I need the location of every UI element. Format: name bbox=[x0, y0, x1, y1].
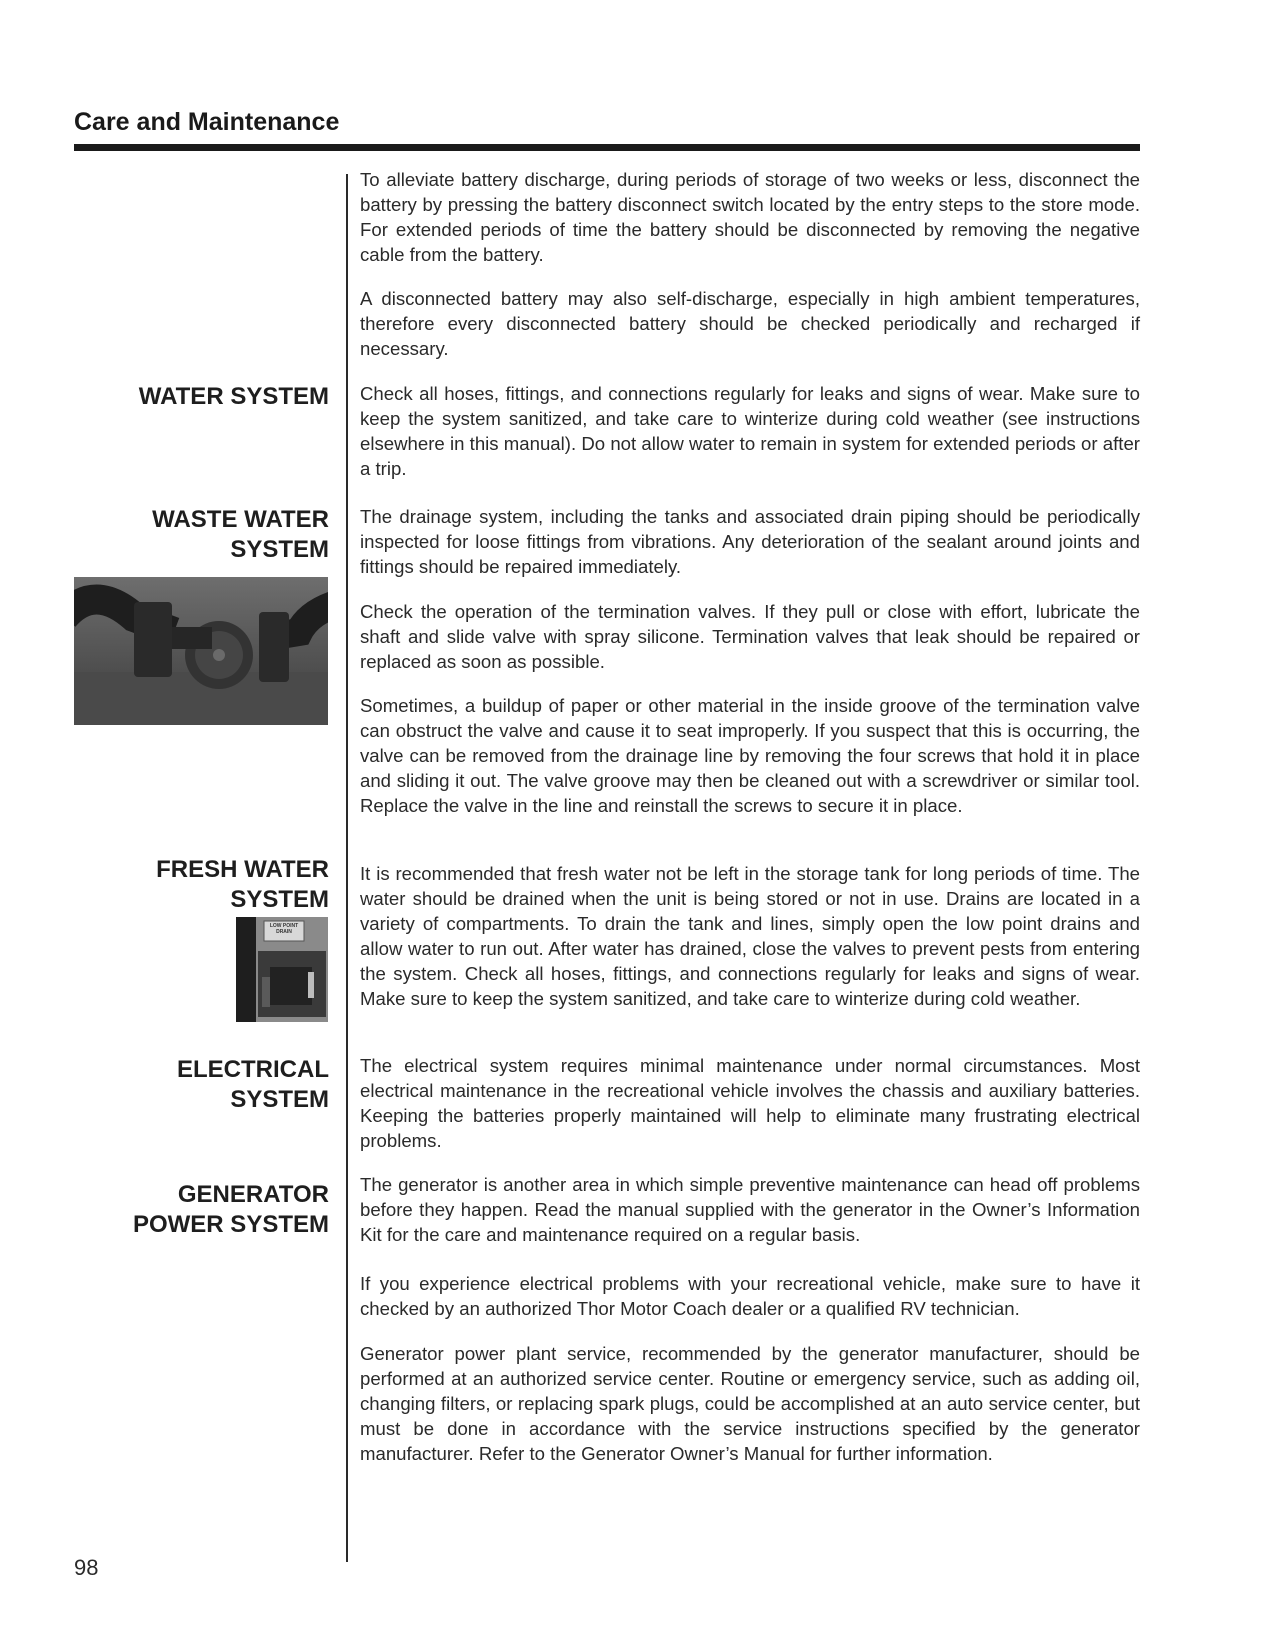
heading-water-system bbox=[139, 382, 329, 412]
heading-line: SYSTEM bbox=[230, 1086, 329, 1113]
heading-line: POWER SYSTEM bbox=[132, 1211, 329, 1238]
photo-sign-label: LOW POINT DRAIN bbox=[269, 923, 299, 935]
paragraph-electrical-problems: If you experience electrical problems with your recreational vehicle, make sure to have it checked by an authorized Thor Motor Coach dealer or a qualified RV technician. bbox=[360, 1273, 1140, 1319]
header-rule bbox=[74, 144, 1140, 151]
heading-line: SYSTEM bbox=[230, 536, 329, 563]
heading-generator-power-system bbox=[133, 1180, 329, 1240]
heading-waste-water-system bbox=[152, 505, 329, 565]
page-title: Care and Maintenance bbox=[74, 108, 340, 136]
paragraph-self-discharge: A disconnected battery may also self-discharge, especially in high ambient temperatures, therefore every disconnected battery should be checked periodically and recharged if necessary. bbox=[360, 288, 1140, 359]
heading-fresh-water-system bbox=[156, 855, 329, 915]
heading-line: FRESH WATER bbox=[156, 856, 329, 883]
paragraph-valve-groove: Sometimes, a buildup of paper or other material in the inside groove of the termination valve can obstruct the valve and cause it to seat improperly. If you suspect that this is occurring, the valve can be removed from the drainage line by removing the four screws that hold it in place and sliding it out. The valve groove may then be cleaned out with a screwdriver or similar tool. Replace the valve in the line and reinstall the screws to secure it in place. bbox=[360, 695, 1140, 816]
termination-valve-image bbox=[74, 577, 328, 725]
paragraph-termination-valves: Check the operation of the termination valves. If they pull or close with effort, lubricate the shaft and slide valve with spray silicone. Termination valves that leak should be repaired or replaced as soon as possible. bbox=[360, 601, 1140, 672]
paragraph-water-system: Check all hoses, fittings, and connections regularly for leaks and signs of wear. Make sure to keep the system sanitized, and take care to winterize during cold weather (see instructions elsewhere in this manual). Do not allow water to remain in system for extended periods or after a trip. bbox=[360, 383, 1140, 479]
heading-electrical-system bbox=[177, 1055, 329, 1115]
heading-line: GENERATOR bbox=[177, 1181, 329, 1208]
paragraph-generator-service: Generator power plant service, recommended by the generator manufacturer, should be performed at an authorized service center. Routine or emergency service, such as adding oil, changing filters, or replacing spark plugs, could be accomplished at an auto service center, but must be done in accordance with the service instructions specified by the generator manufacturer. Refer to the Generator Owner’s Manual for further information. bbox=[360, 1343, 1140, 1464]
column-divider bbox=[346, 174, 348, 1562]
heading-line: WASTE WATER bbox=[152, 506, 329, 533]
low-point-drain-photo bbox=[236, 917, 328, 1022]
page-number: 98 bbox=[74, 1555, 99, 1580]
paragraph-battery-storage: To alleviate battery discharge, during periods of storage of two weeks or less, disconnect the battery by pressing the battery disconnect switch located by the entry steps to the store mode. For extended periods of time the battery should be disconnected by removing the negative cable from the battery. bbox=[360, 169, 1140, 265]
termination-valve-photo bbox=[74, 577, 328, 725]
paragraph-electrical: The electrical system requires minimal maintenance under normal circumstances. Most electrical maintenance in the recreational vehicle involves the chassis and auxiliary batteries. Keeping the batteries properly maintained will help to eliminate many frustrating electrical problems. bbox=[360, 1055, 1140, 1151]
paragraph-drainage: The drainage system, including the tanks and associated drain piping should be periodically inspected for loose fittings from vibrations. Any deterioration of the sealant around joints and fittings should be repaired immediately. bbox=[360, 506, 1140, 577]
paragraph-fresh-water: It is recommended that fresh water not be left in the storage tank for long periods of time. The water should be drained when the unit is being stored or not in use. Drains are located in a variety of compartments. To drain the tank and lines, simply open the low point drains and allow water to run out. After water has drained, close the valves to prevent pests from entering the system. Check all hoses, fittings, and connections regularly for leaks and signs of wear. Make sure to keep the system sanitized, and take care to winterize during cold weather. bbox=[360, 863, 1140, 1009]
paragraph-generator: The generator is another area in which simple preventive maintenance can head off problems before they happen. Read the manual supplied with the generator in the Owner’s Information Kit for the care and maintenance required on a regular basis. bbox=[360, 1174, 1140, 1245]
heading-line: WATER SYSTEM bbox=[138, 383, 329, 410]
heading-line: SYSTEM bbox=[230, 886, 329, 913]
heading-line: ELECTRICAL bbox=[177, 1056, 329, 1083]
